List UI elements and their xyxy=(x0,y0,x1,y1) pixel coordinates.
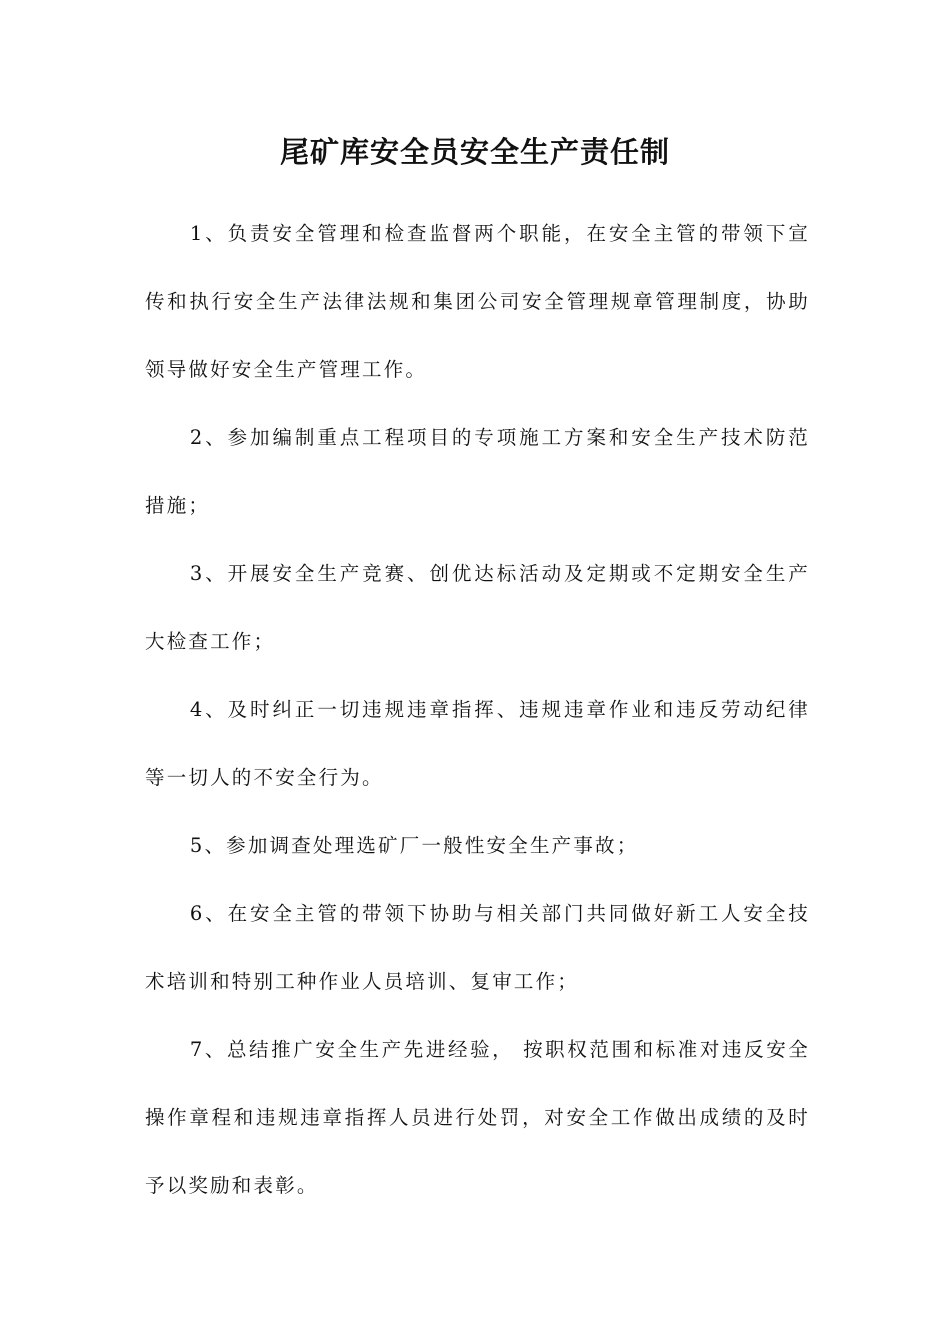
paragraph-5: 5、参加调查处理选矿厂一般性安全生产事故； xyxy=(189,834,639,857)
paragraph-2: 2、参加编制重点工程项目的专项施工方案和安全生产技术防范措施； xyxy=(145,426,810,517)
document-title: 尾矿库安全员安全生产责任制 xyxy=(279,135,670,169)
paragraph-6: 6、在安全主管的带领下协助与相关部门共同做好新工人安全技术培训和特别工种作业人员培训、复审工作； xyxy=(145,902,810,993)
paragraph-1: 1、负责安全管理和检查监督两个职能，在安全主管的带领下宣传和执行安全生产法律法规和集团公司安全管理规章管理制度，协助领导做好安全生产管理工作。 xyxy=(145,222,810,381)
paragraph-4: 4、及时纠正一切违规违章指挥、违规违章作业和违反劳动纪律等一切人的不安全行为。 xyxy=(145,698,810,789)
document-body xyxy=(145,200,810,1220)
paragraph-3: 3、开展安全生产竞赛、创优达标活动及定期或不定期安全生产大检查工作； xyxy=(145,562,810,653)
paragraph-7: 7、总结推广安全生产先进经验， 按职权范围和标准对违反安全操作章程和违规违章指挥人员进行处罚，对安全工作做出成绩的及时予以奖励和表彰。 xyxy=(145,1038,810,1197)
